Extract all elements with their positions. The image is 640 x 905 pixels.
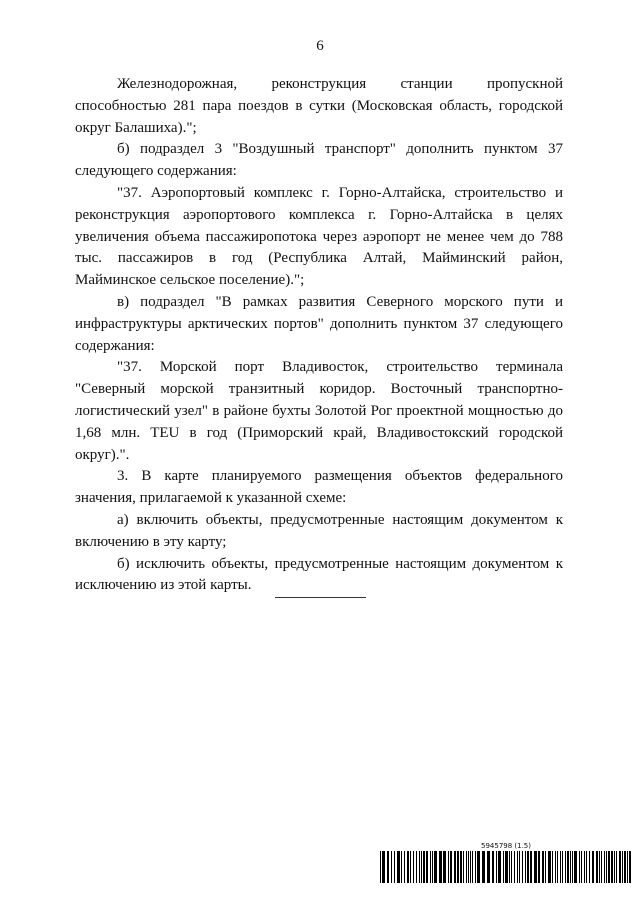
barcode-label: 5945798 (1.5) <box>481 842 531 850</box>
barcode-icon <box>380 851 632 883</box>
paragraph-vladivostok-port: "37. Морской порт Владивосток, строительство терминала "Северный морской транзитный коридор. Восточный транспортно-логистический узел" в районе бухты Золотой Рог проектной мощностью до 1,68 млн. TEU в год (Приморский край, Владивостокский городской округ).". <box>75 359 563 463</box>
end-separator-line <box>275 597 366 598</box>
paragraph-include-objects: а) включить объекты, предусмотренные настоящим документом к включению в эту карту; <box>75 511 563 550</box>
document-body <box>75 74 563 597</box>
paragraph-railway-station: Железнодорожная, реконструкция станции пропускной способностью 281 пара поездов в сутки (Московская область, городской округ Балашиха)."; <box>75 76 563 136</box>
paragraph-map-section: 3. В карте планируемого размещения объектов федерального значения, прилагаемой к указанной схеме: <box>75 468 563 507</box>
paragraph-exclude-objects: б) исключить объекты, предусмотренные настоящим документом к исключению из этой карты. <box>75 555 563 594</box>
paragraph-northern-sea-route-intro: в) подраздел "В рамках развития Северного морского пути и инфраструктуры арктических портов" дополнить пунктом 37 следующего содержания: <box>75 293 563 354</box>
paragraph-gorno-altaysk-airport: "37. Аэропортовый комплекс г. Горно-Алтайска, строительство и реконструкция аэропортового комплекса г. Горно-Алтайска в целях увеличения объема пассажиропотока через аэропорт не менее чем до 788 тыс. пассажиров в год (Республика Алтай, Майминский район, Майминское сельское поселение)."; <box>75 184 563 289</box>
page-number: 6 <box>316 38 324 54</box>
paragraph-air-transport-intro: б) подраздел 3 "Воздушный транспорт" дополнить пунктом 37 следующего содержания: <box>75 141 563 180</box>
barcode-block <box>380 842 632 883</box>
